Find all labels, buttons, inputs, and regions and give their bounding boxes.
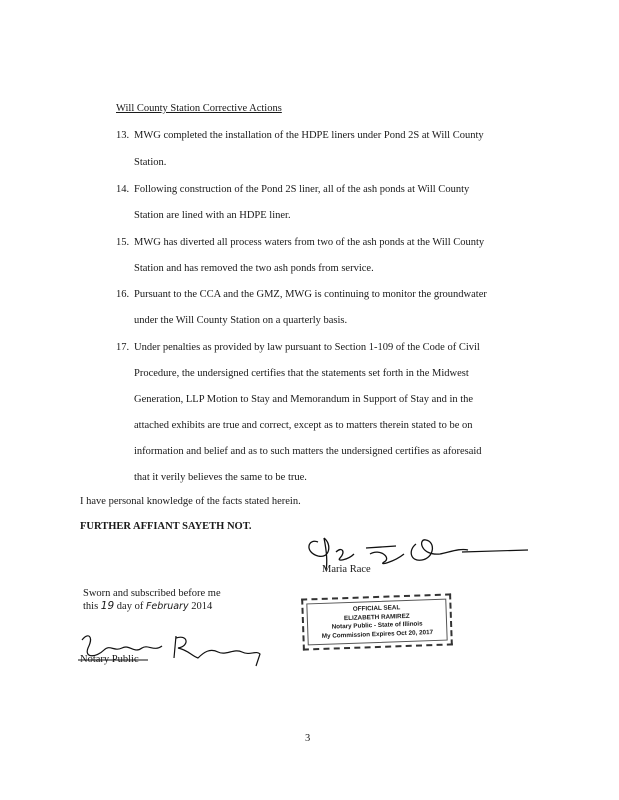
paragraph-line: under the Will County Station on a quarterly basis. bbox=[134, 315, 348, 326]
sworn-prefix: this bbox=[83, 601, 99, 612]
paragraph-line: attached exhibits are true and correct, except as to matters therein stated to be on bbox=[134, 420, 473, 431]
paragraph-line: MWG has diverted all process waters from two of the ash ponds at the Will County bbox=[134, 237, 485, 248]
paragraph-number: 14. bbox=[116, 184, 130, 195]
further-affiant-statement: FURTHER AFFIANT SAYETH NOT. bbox=[80, 521, 252, 532]
paragraph-line: Station and has removed the two ash ponds from service. bbox=[134, 263, 374, 274]
sworn-date-line bbox=[83, 600, 212, 613]
seal-line: OFFICIAL SEAL bbox=[352, 604, 401, 613]
paragraph-line: Station are lined with an HDPE liner. bbox=[134, 210, 291, 221]
paragraph-line: that it verily believes the same to be true. bbox=[134, 472, 307, 483]
sworn-year: 2014 bbox=[191, 601, 213, 612]
paragraph-number: 16. bbox=[116, 289, 130, 300]
sworn-middle: day of bbox=[116, 601, 144, 612]
sworn-month: February bbox=[145, 601, 189, 612]
sworn-line: Sworn and subscribed before me bbox=[83, 588, 221, 599]
seal-line: Notary Public - State of Illinois bbox=[331, 620, 423, 631]
section-heading: Will County Station Corrective Actions bbox=[116, 103, 282, 114]
paragraph-line: information and belief and as to such matters the undersigned certifies as aforesaid bbox=[134, 446, 482, 457]
paragraph-line: Procedure, the undersigned certifies that the statements set forth in the Midwest bbox=[134, 368, 469, 379]
paragraph-line: Following construction of the Pond 2S liner, all of the ash ponds at Will County bbox=[134, 184, 470, 195]
paragraph-line: Under penalties as provided by law pursuant to Section 1-109 of the Code of Civil bbox=[134, 342, 480, 353]
notary-public-label: Notary Public bbox=[80, 654, 139, 665]
knowledge-statement: I have personal knowledge of the facts stated herein. bbox=[80, 496, 301, 507]
paragraph-number: 17. bbox=[116, 342, 130, 353]
paragraph-line: MWG completed the installation of the HDPE liners under Pond 2S at Will County bbox=[134, 130, 484, 141]
seal-line: ELIZABETH RAMIREZ bbox=[343, 612, 410, 622]
paragraph-line: Pursuant to the CCA and the GMZ, MWG is continuing to monitor the groundwater bbox=[134, 289, 487, 300]
affiant-name: Maria Race bbox=[322, 564, 371, 575]
paragraph-line: Station. bbox=[134, 157, 167, 168]
sworn-day: 19 bbox=[100, 600, 115, 612]
paragraph-number: 13. bbox=[116, 130, 130, 141]
paragraph-line: Generation, LLP Motion to Stay and Memorandum in Support of Stay and in the bbox=[134, 394, 474, 405]
seal-line: My Commission Expires Oct 20, 2017 bbox=[321, 628, 434, 640]
paragraph-number: 15. bbox=[116, 237, 130, 248]
official-seal-stamp bbox=[301, 593, 453, 650]
page-number: 3 bbox=[305, 733, 311, 744]
